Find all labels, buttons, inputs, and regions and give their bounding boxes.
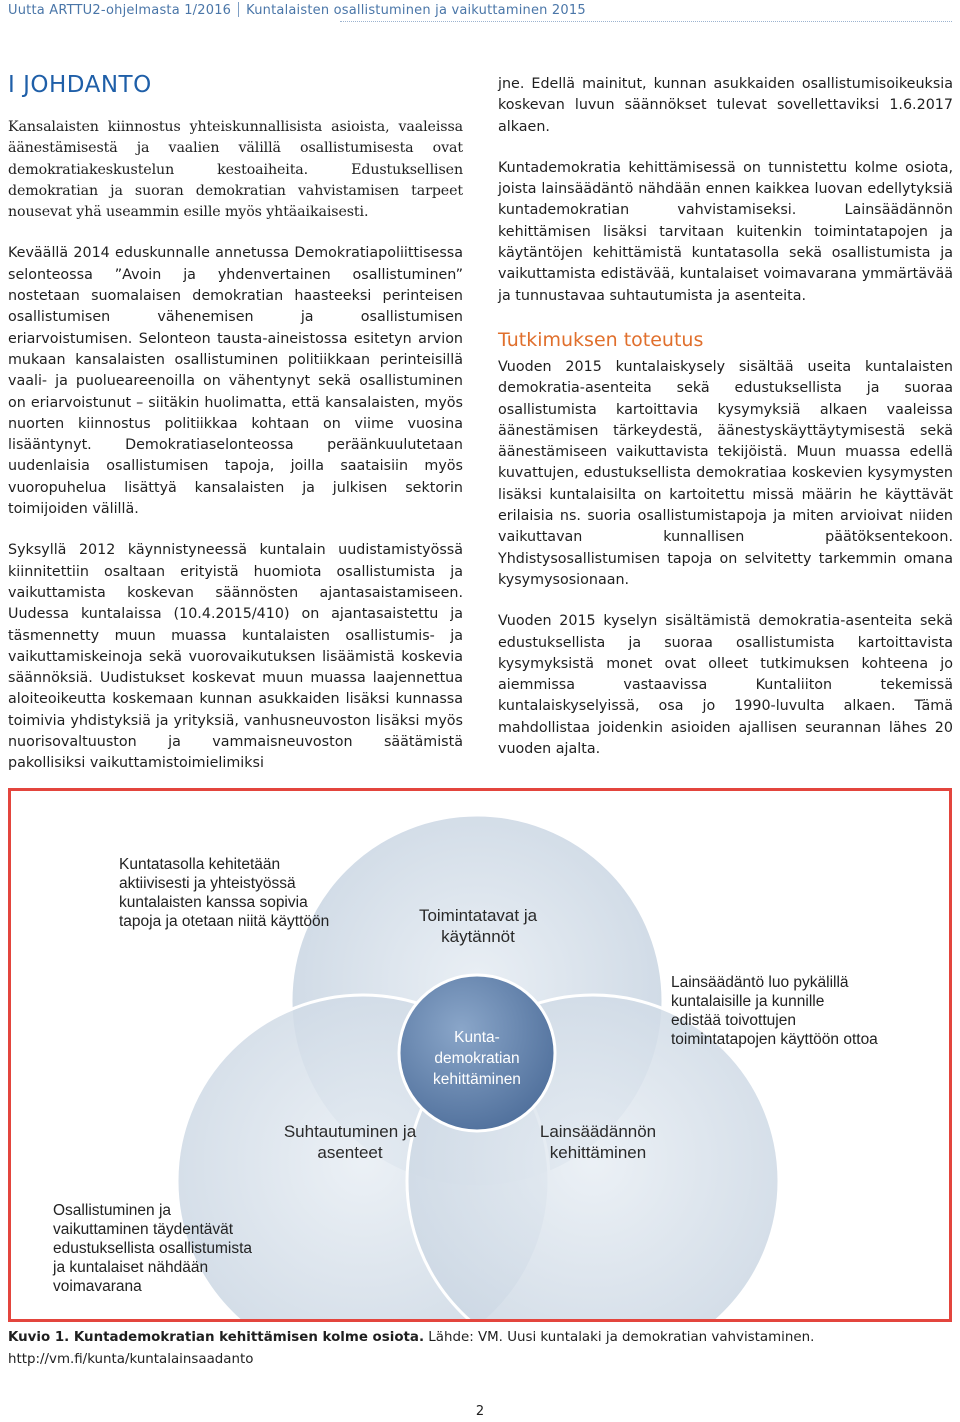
body-paragraph: Keväällä 2014 eduskunnalle annetussa Demokratiapoliittisessa selonteossa ”Avoin ja yhdenvertainen osallistuminen” nostetaan suomalaisen demokratian haasteeksi perinteisen osallistumisen vähenemisen ja osallistumisen eriarvoistumisen. Selonteon tausta-aineistossa esitetyn arvion mukaan kansalaisten osallistuminen politiikkaan perinteisillä vaali- ja puolueareenoilla on vähentynyt sekä osallistuminen on eriarvoistunut – siitäkin huolimatta, että kansalaisten, myös nuorten kiinnostus politiikkaa kohtaan on viime vuosina lisääntynyt. Demokratiaselonteossa peräänkuulutetaan uudenlaisia osallistumisen tapoja, joilla saataisiin myös vuoropuhelua lisättyä kansalaisten ja julkisen sektorin toimijoiden välillä. (8, 245, 463, 518)
figure-box (8, 788, 952, 1322)
header-title: Kuntalaisten osallistuminen ja vaikuttaminen 2015 (246, 3, 586, 18)
circle-label-suhtautuminen: Suhtautuminen ja asenteet (283, 1122, 417, 1162)
figure-caption (8, 1327, 952, 1371)
center-label: Kunta- demokratian kehittäminen (433, 1029, 521, 1088)
note-bottom-left: Osallistuminen ja vaikuttaminen täydentävät edustuksellista osallistumista ja kuntalaiset nähdään voimavarana (53, 1202, 253, 1295)
body-paragraph: Kuntademokratia kehittämisessä on tunnistettu kolme osiota, joista lainsäädäntö nähdään ennen kaikkea luovan edellytyksiä kuntademokratian vahvistamiseksi. Lainsäädännön kehittämisen lisäksi tarvitaan kuitenkin toimintatapojen ja käytäntöjen kehittämistä kuntatasolla sekä osallistumista ja vaikuttamista edistävää, kuntalaiset voimavarana ymmärtävää ja tunnustavaa suhtautumista ja asenteita. (498, 159, 953, 304)
header-separator (238, 2, 239, 17)
caption-source: Lähde: VM. Uusi kuntalaki ja demokratian vahvistaminen. http://vm.fi/kunta/kuntalainsaadanto (8, 1330, 815, 1367)
note-right: Lainsäädäntö luo pykälillä kuntalaisille ja kunnille edistää toivottujen toimintatapojen käyttöön ottoa (671, 974, 878, 1048)
header-publication: Uutta ARTTU2-ohjelmasta 1/2016 (8, 3, 232, 18)
intro-paragraph: Kansalaisten kiinnostus yhteiskunnallisista asioista, vaaleissa äänestämisestä ja vaalien välillä osallistumisesta ovat demokratiakeskustelun kestoaiheita. Edustuksellisen demokratian ja suoran demokratian vahvistamisen tarpeet nousevat yhä useammin esille myös yhtäaikaisesti. (8, 119, 463, 221)
circle-label-lainsaadanto: Lainsäädännön kehittäminen (539, 1122, 657, 1162)
subheading: Tutkimuksen toteutus (498, 328, 704, 351)
running-header (8, 2, 952, 26)
body-paragraph: Syksyllä 2012 käynnistyneessä kuntalain uudistamistyössä kiinnitettiin osaltaan erityistä huomiota osallistumista ja vaikuttamista koskevan säännösten ajantasaistamiseen. Uudessa kuntalaissa (10.4.2015/410) on ajantasaistettu ja täsmennetty muun muassa kuntalaisten osallistumis- ja vaikuttamiskeinoja sekä vuorovaikutuksen lisäämistä koskevia säännöksiä. Uudistukset koskevat muun muassa laajennettua aloiteoikeutta koskemaan kunnan asukkaiden lisäksi kunnassa toimivia yhdistyksiä ja yrityksiä, vanhusneuvoston lisäksi myös nuorisovaltuuston ja vammaisneuvoston säätämistä pakollisiksi vaikuttamistoimielimiksi (8, 542, 463, 772)
header-rule (340, 21, 952, 22)
note-top-left: Kuntatasolla kehitetään aktiivisesti ja yhteistyössä kuntalaisten kanssa sopivia tapoja ja otetaan niitä käyttöön (119, 856, 330, 930)
circle-label-toimintatavat: Toimintatavat ja käytännöt (418, 906, 538, 946)
section-heading: I JOHDANTO (8, 72, 152, 98)
right-column (498, 74, 953, 780)
left-column (8, 70, 463, 795)
body-paragraph: jne. Edellä mainitut, kunnan asukkaiden osallistumisoikeuksia koskevan luvun säännökset tulevat sovellettaviksi 1.6.2017 alkaen. (498, 76, 953, 135)
page-number: 2 (475, 1404, 485, 1419)
body-paragraph: Vuoden 2015 kuntalaiskysely sisältää useita kuntalaisten demokratia-asenteita sekä edustuksellista ja suoraa osallistumista kartoittavia kysymyksiä alkaen vaaleissa äänestämisen tärkeydestä, äänestyskäyttäytymisestä sekä äänestämiseen vaikuttavista tekijöistä. Muun muassa edellä kuvattujen, edustuksellista demokratiaa koskevien kysymysten lisäksi kuntalaisilta on kartoitettu missä määrin he käyttävät erilaisia ns. suoria osallistumistapoja ja miten arvioivat niiden vaikuttavan kunnallisen päätöksentekoon. Yhdistysosallistumisen tapoja on selvitetty tarkemmin omana kysymysosionaan. (498, 358, 953, 588)
caption-label: Kuvio 1. Kuntademokratian kehittämisen kolme osiota. (8, 1330, 425, 1345)
body-paragraph: Vuoden 2015 kyselyn sisältämistä demokratia-asenteita sekä edustuksellista ja suoraa osallistumista kartoittavista kysymyksistä monet ovat olleet tutkimuksen kohteena jo aiemmissa vastaavissa Kuntaliiton tekemissä kuntalaiskyselyissä, osa jo 1990-luvulta alkaen. Tämä mahdollistaa joidenkin asioiden ajallisen seurannan lähes 20 vuoden ajalta. (498, 613, 953, 758)
